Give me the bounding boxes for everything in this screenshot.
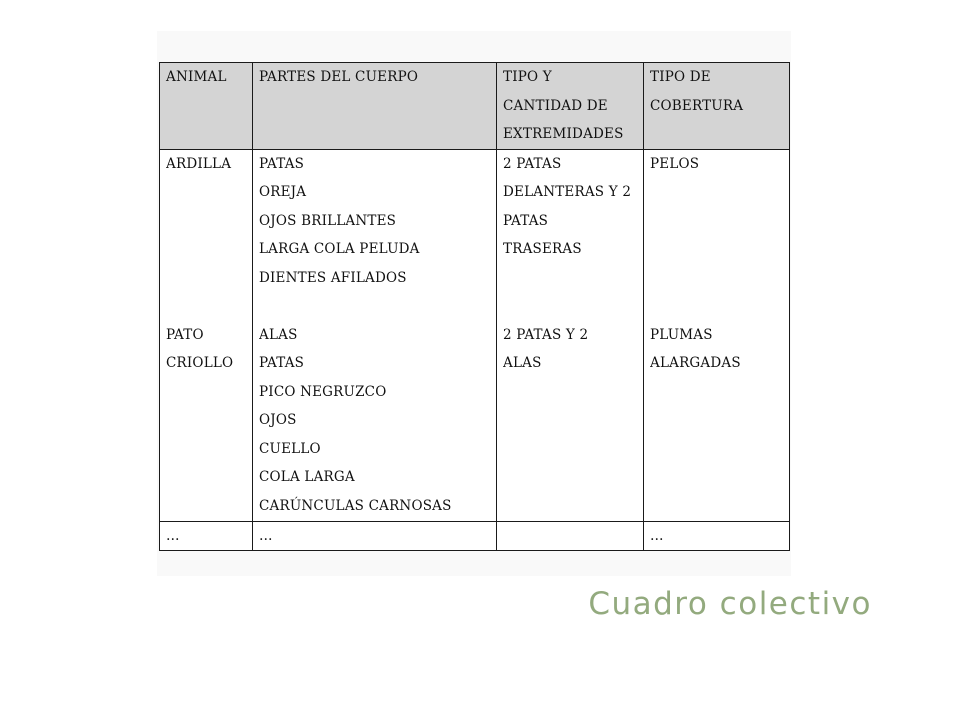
limbs-cell	[497, 149, 644, 521]
body-parts-cell	[253, 149, 497, 521]
cell-line: OJOS BRILLANTES	[259, 212, 397, 229]
animal-table	[159, 62, 790, 551]
cell-line: ALAS	[503, 355, 542, 371]
slide-caption: Cuadro colectivo	[588, 586, 872, 622]
table-image	[157, 31, 791, 576]
cell-line: PATAS	[503, 212, 549, 229]
cell-line: PATAS	[259, 355, 305, 371]
animal-cell	[160, 149, 253, 521]
cell-line: ALAS	[259, 326, 298, 343]
cell-line: OJOS	[259, 412, 297, 428]
cell-line: PATO	[166, 326, 204, 343]
header-line: PARTES DEL CUERPO	[259, 69, 419, 85]
cell-line: COLA LARGA	[259, 469, 355, 485]
ellipsis-cell	[497, 521, 644, 550]
ellipsis-row	[160, 521, 790, 550]
table-row	[160, 149, 790, 521]
header-partes-del-cuerpo	[253, 63, 497, 150]
header-tipo-de-cobertura	[644, 63, 790, 150]
covering-cell	[644, 149, 790, 521]
cell-line: OREJA	[259, 184, 307, 200]
cell-line: PATAS	[259, 155, 305, 172]
cell-line: CUELLO	[259, 440, 321, 457]
cell-line: LARGA COLA PELUDA	[259, 241, 420, 257]
cell-line: PICO NEGRUZCO	[259, 383, 387, 400]
cell-line: DIENTES AFILADOS	[259, 269, 407, 286]
header-tipo-cantidad-extremidades	[497, 63, 644, 150]
cell-line: TRASERAS	[503, 241, 582, 257]
cell-line: ALARGADAS	[650, 355, 741, 371]
header-line: COBERTURA	[650, 97, 744, 114]
cell-line: ARDILLA	[166, 155, 232, 172]
table-header-row	[160, 63, 790, 150]
header-line: EXTREMIDADES	[503, 126, 624, 142]
cell-line: 2 PATAS	[503, 155, 562, 172]
cell-line: PLUMAS	[650, 326, 713, 343]
cell-line: CARÚNCULAS CARNOSAS	[259, 497, 452, 514]
header-line: ANIMAL	[166, 69, 227, 85]
cell-line: CRIOLLO	[166, 355, 234, 371]
ellipsis-cell: …	[160, 521, 253, 550]
header-line: TIPO Y	[503, 69, 552, 85]
cell-line: PELOS	[650, 155, 700, 172]
header-animal	[160, 63, 253, 150]
header-line: TIPO DE	[650, 69, 711, 85]
ellipsis-cell: …	[644, 521, 790, 550]
cell-line: 2 PATAS Y 2	[503, 326, 589, 343]
cell-line: DELANTERAS Y 2	[503, 184, 632, 200]
header-line: CANTIDAD DE	[503, 97, 608, 114]
ellipsis-cell: …	[253, 521, 497, 550]
